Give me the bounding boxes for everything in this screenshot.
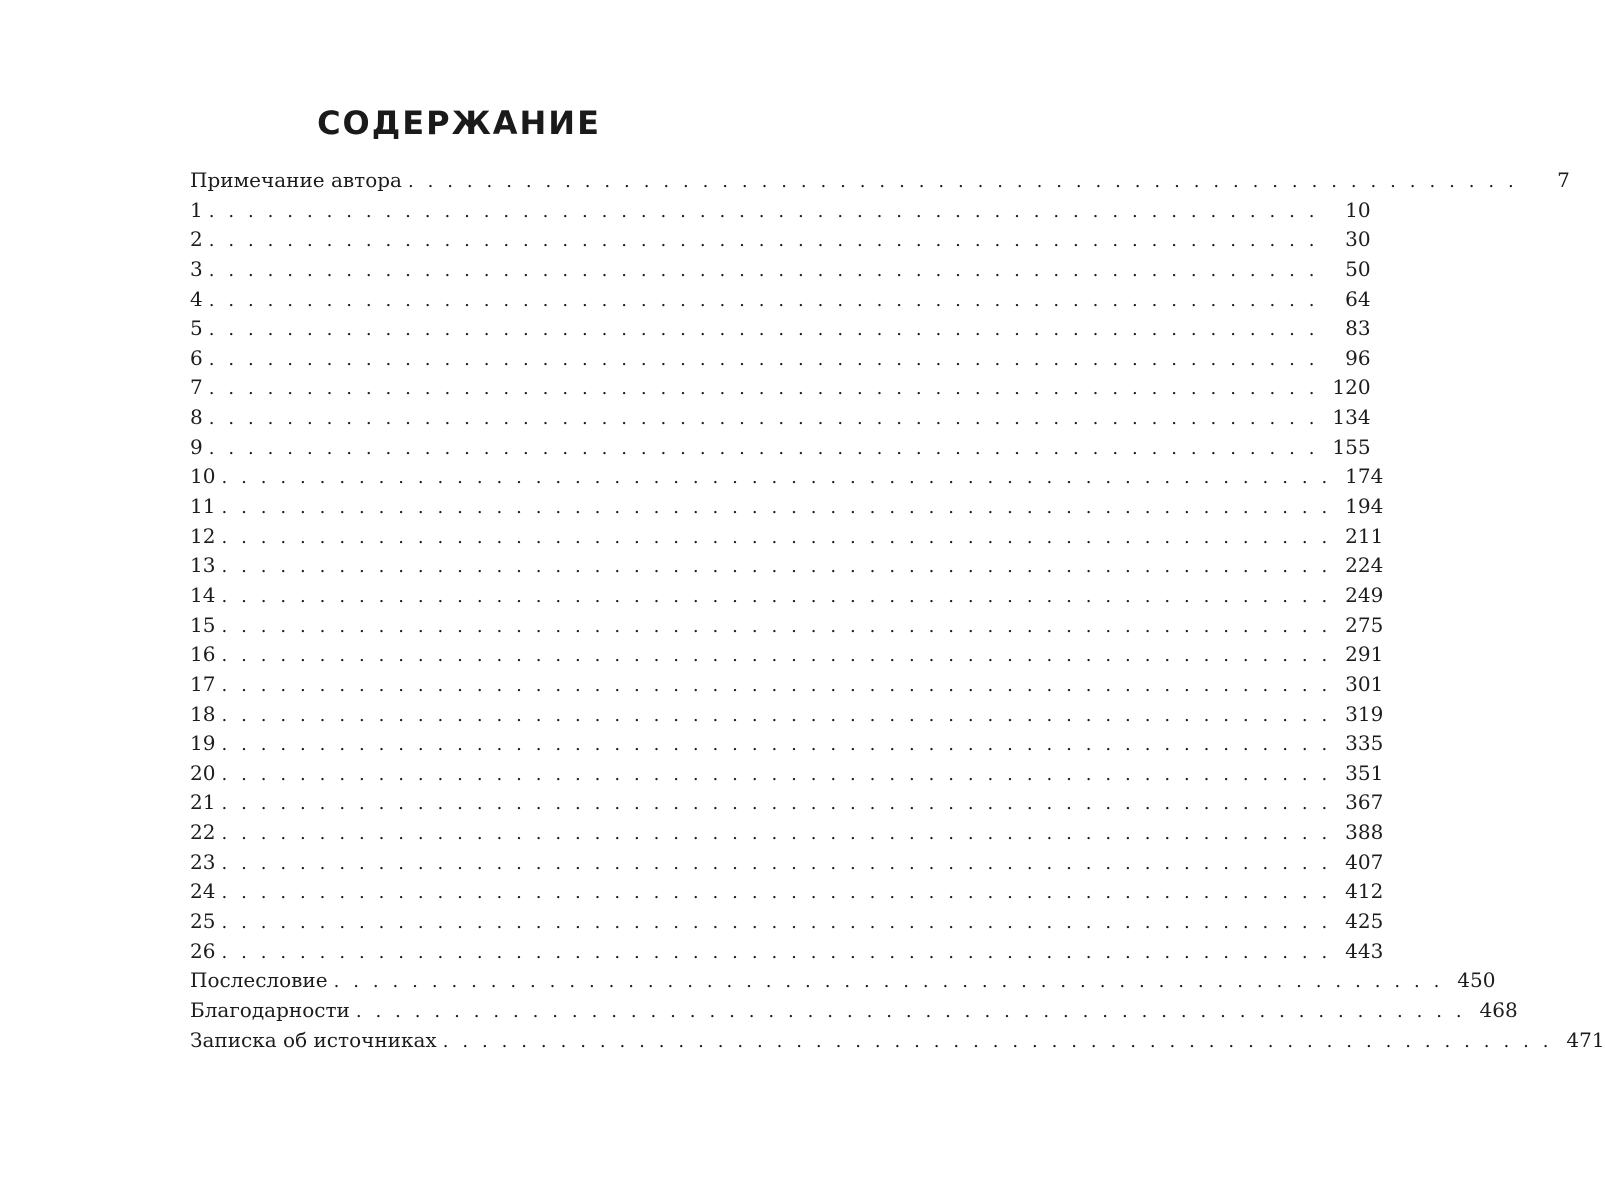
toc-entry <box>190 729 1384 759</box>
toc-entry-label: 22 <box>190 820 216 845</box>
toc-entry <box>190 848 1384 878</box>
toc-leader-dots: . . . . . . . . . . . . . . . . . . . . . . . . . . . . . . . . . . . . . . . . . . . . . . . . . . . . . . . . . <box>221 497 1332 519</box>
toc-entry-page-number: 450 <box>1457 968 1496 993</box>
toc-entry <box>190 344 1371 374</box>
toc-entry-page-number: 155 <box>1332 434 1371 459</box>
toc-entry-label: 21 <box>190 790 216 815</box>
toc-entry-page-number: 120 <box>1332 375 1371 400</box>
toc-leader-dots: . . . . . . . . . . . . . . . . . . . . . . . . . . . . . . . . . . . . . . . . . . . . . . . . . . . . . . . . . <box>221 674 1332 696</box>
page-title: СОДЕРЖАНИЕ <box>317 104 601 142</box>
toc-entry-label: Благодарности <box>190 997 350 1022</box>
toc-entry-page-number: 471 <box>1566 1027 1605 1052</box>
toc-entry <box>190 996 1518 1026</box>
toc-entry-page-number: 83 <box>1345 316 1371 341</box>
toc-leader-dots: . . . . . . . . . . . . . . . . . . . . . . . . . . . . . . . . . . . . . . . . . . . . . . . . . . . . . . . . . <box>221 941 1332 963</box>
toc-leader-dots: . . . . . . . . . . . . . . . . . . . . . . . . . . . . . . . . . . . . . . . . . . . . . . . . . . . . . . . . . <box>221 823 1332 845</box>
toc-entry-page-number: 50 <box>1345 256 1371 281</box>
toc-entry <box>190 285 1371 315</box>
toc-entry-page-number: 194 <box>1345 494 1384 519</box>
toc-entry-page-number: 412 <box>1345 879 1384 904</box>
toc-leader-dots: . . . . . . . . . . . . . . . . . . . . . . . . . . . . . . . . . . . . . . . . . . . . . . . . . . . . . . . . . <box>221 704 1332 726</box>
table-of-contents <box>190 166 1605 1055</box>
toc-entry <box>190 818 1384 848</box>
toc-entry-label: 14 <box>190 582 216 607</box>
toc-entry <box>190 907 1384 937</box>
toc-entry-page-number: 64 <box>1345 286 1371 311</box>
toc-entry-page-number: 319 <box>1345 701 1384 726</box>
toc-leader-dots: . . . . . . . . . . . . . . . . . . . . . . . . . . . . . . . . . . . . . . . . . . . . . . . . . . . . . . . . . <box>221 734 1332 756</box>
toc-leader-dots: . . . . . . . . . . . . . . . . . . . . . . . . . . . . . . . . . . . . . . . . . . . . . . . . . . . . . . . . . <box>208 289 1319 311</box>
toc-entry <box>190 225 1371 255</box>
toc-leader-dots: . . . . . . . . . . . . . . . . . . . . . . . . . . . . . . . . . . . . . . . . . . . . . . . . . . . . . . . . . <box>355 1000 1466 1022</box>
toc-entry <box>190 403 1371 433</box>
toc-entry <box>190 314 1371 344</box>
toc-leader-dots: . . . . . . . . . . . . . . . . . . . . . . . . . . . . . . . . . . . . . . . . . . . . . . . . . . . . . . . . . <box>208 378 1319 400</box>
toc-entry-label: 20 <box>190 760 216 785</box>
toc-entry <box>190 522 1384 552</box>
toc-entry-label: 3 <box>190 256 203 281</box>
toc-entry <box>190 255 1371 285</box>
toc-entry-page-number: 407 <box>1345 849 1384 874</box>
toc-leader-dots: . . . . . . . . . . . . . . . . . . . . . . . . . . . . . . . . . . . . . . . . . . . . . . . . . . . . . . . . . <box>221 882 1332 904</box>
toc-leader-dots: . . . . . . . . . . . . . . . . . . . . . . . . . . . . . . . . . . . . . . . . . . . . . . . . . . . . . . . . . <box>407 171 1518 192</box>
toc-entry-page-number: 351 <box>1345 760 1384 785</box>
toc-entry-label: 17 <box>190 671 216 696</box>
toc-entry-label: 5 <box>190 316 203 341</box>
toc-entry-label: 1 <box>190 197 203 222</box>
toc-entry <box>190 166 1570 196</box>
toc-leader-dots: . . . . . . . . . . . . . . . . . . . . . . . . . . . . . . . . . . . . . . . . . . . . . . . . . . . . . . . . . <box>208 230 1319 252</box>
toc-entry-page-number: 134 <box>1332 405 1371 430</box>
toc-leader-dots: . . . . . . . . . . . . . . . . . . . . . . . . . . . . . . . . . . . . . . . . . . . . . . . . . . . . . . . . . <box>221 763 1332 785</box>
toc-leader-dots: . . . . . . . . . . . . . . . . . . . . . . . . . . . . . . . . . . . . . . . . . . . . . . . . . . . . . . . . . <box>208 259 1319 281</box>
toc-leader-dots: . . . . . . . . . . . . . . . . . . . . . . . . . . . . . . . . . . . . . . . . . . . . . . . . . . . . . . . . . <box>221 585 1332 607</box>
toc-entry <box>190 1026 1605 1056</box>
toc-entry-label: 11 <box>190 494 216 519</box>
toc-entry <box>190 700 1384 730</box>
toc-entry <box>190 581 1384 611</box>
toc-entry-label: 9 <box>190 434 203 459</box>
toc-leader-dots: . . . . . . . . . . . . . . . . . . . . . . . . . . . . . . . . . . . . . . . . . . . . . . . . . . . . . . . . . <box>208 408 1319 430</box>
toc-entry-label: 23 <box>190 849 216 874</box>
toc-entry-page-number: 425 <box>1345 909 1384 934</box>
toc-entry-label: 18 <box>190 701 216 726</box>
toc-entry-label: 7 <box>190 375 203 400</box>
toc-leader-dots: . . . . . . . . . . . . . . . . . . . . . . . . . . . . . . . . . . . . . . . . . . . . . . . . . . . . . . . . . <box>208 437 1319 459</box>
toc-leader-dots: . . . . . . . . . . . . . . . . . . . . . . . . . . . . . . . . . . . . . . . . . . . . . . . . . . . . . . . . . <box>221 556 1332 578</box>
toc-entry-page-number: 224 <box>1345 553 1384 578</box>
toc-entry-label: Записка об источниках <box>190 1027 437 1052</box>
toc-leader-dots: . . . . . . . . . . . . . . . . . . . . . . . . . . . . . . . . . . . . . . . . . . . . . . . . . . . . . . . . . <box>221 912 1332 934</box>
toc-entry-label: 10 <box>190 464 216 489</box>
toc-entry-page-number: 249 <box>1345 582 1384 607</box>
toc-entry <box>190 373 1371 403</box>
toc-entry-label: 2 <box>190 227 203 252</box>
toc-entry-label: 13 <box>190 553 216 578</box>
toc-entry <box>190 492 1384 522</box>
toc-entry-label: 8 <box>190 405 203 430</box>
toc-entry <box>190 611 1384 641</box>
toc-entry-label: 24 <box>190 879 216 904</box>
toc-entry-page-number: 301 <box>1345 671 1384 696</box>
toc-entry-page-number: 30 <box>1345 227 1371 252</box>
toc-leader-dots: . . . . . . . . . . . . . . . . . . . . . . . . . . . . . . . . . . . . . . . . . . . . . . . . . . . . . . . . . <box>208 200 1319 222</box>
toc-leader-dots: . . . . . . . . . . . . . . . . . . . . . . . . . . . . . . . . . . . . . . . . . . . . . . . . . . . . . . . . . <box>333 971 1444 993</box>
toc-entry <box>190 966 1496 996</box>
toc-entry-page-number: 367 <box>1345 790 1384 815</box>
toc-entry-label: 12 <box>190 523 216 548</box>
toc-leader-dots: . . . . . . . . . . . . . . . . . . . . . . . . . . . . . . . . . . . . . . . . . . . . . . . . . . . . . . . . . <box>208 319 1319 341</box>
toc-leader-dots: . . . . . . . . . . . . . . . . . . . . . . . . . . . . . . . . . . . . . . . . . . . . . . . . . . . . . . . . . <box>221 526 1332 548</box>
toc-entry-label: 25 <box>190 909 216 934</box>
toc-entry-label: 26 <box>190 938 216 963</box>
toc-entry <box>190 877 1384 907</box>
toc-entry-label: 19 <box>190 731 216 756</box>
toc-leader-dots: . . . . . . . . . . . . . . . . . . . . . . . . . . . . . . . . . . . . . . . . . . . . . . . . . . . . . . . . . <box>221 615 1332 637</box>
toc-entry-page-number: 174 <box>1345 464 1384 489</box>
toc-entry-page-number: 10 <box>1345 197 1371 222</box>
toc-entry-label: 16 <box>190 642 216 667</box>
toc-entry-page-number: 388 <box>1345 820 1384 845</box>
toc-entry <box>190 433 1371 463</box>
toc-entry-label: 6 <box>190 345 203 370</box>
toc-entry-page-number: 443 <box>1345 938 1384 963</box>
toc-entry-label: Послесловие <box>190 968 328 993</box>
toc-leader-dots: . . . . . . . . . . . . . . . . . . . . . . . . . . . . . . . . . . . . . . . . . . . . . . . . . . . . . . . . . <box>221 793 1332 815</box>
toc-entry <box>190 462 1384 492</box>
toc-entry-page-number: 275 <box>1345 612 1384 637</box>
toc-entry-page-number: 335 <box>1345 731 1384 756</box>
toc-entry-page-number: 291 <box>1345 642 1384 667</box>
toc-entry-label: Примечание автора <box>190 168 402 192</box>
toc-leader-dots: . . . . . . . . . . . . . . . . . . . . . . . . . . . . . . . . . . . . . . . . . . . . . . . . . . . . . . . . . <box>221 852 1332 874</box>
toc-entry-page-number: 7 <box>1557 168 1570 192</box>
toc-leader-dots: . . . . . . . . . . . . . . . . . . . . . . . . . . . . . . . . . . . . . . . . . . . . . . . . . . . . . . . . . <box>442 1030 1553 1052</box>
toc-entry-page-number: 468 <box>1479 997 1518 1022</box>
toc-entry-page-number: 96 <box>1345 345 1371 370</box>
toc-entry <box>190 937 1384 967</box>
toc-entry <box>190 788 1384 818</box>
toc-leader-dots: . . . . . . . . . . . . . . . . . . . . . . . . . . . . . . . . . . . . . . . . . . . . . . . . . . . . . . . . . <box>221 467 1332 489</box>
toc-entry-label: 15 <box>190 612 216 637</box>
toc-entry <box>190 670 1384 700</box>
toc-entry <box>190 196 1371 226</box>
toc-entry-label: 4 <box>190 286 203 311</box>
toc-entry-page-number: 211 <box>1345 523 1384 548</box>
toc-leader-dots: . . . . . . . . . . . . . . . . . . . . . . . . . . . . . . . . . . . . . . . . . . . . . . . . . . . . . . . . . <box>208 348 1319 370</box>
toc-entry <box>190 640 1384 670</box>
toc-leader-dots: . . . . . . . . . . . . . . . . . . . . . . . . . . . . . . . . . . . . . . . . . . . . . . . . . . . . . . . . . <box>221 645 1332 667</box>
toc-entry <box>190 759 1384 789</box>
toc-entry <box>190 551 1384 581</box>
